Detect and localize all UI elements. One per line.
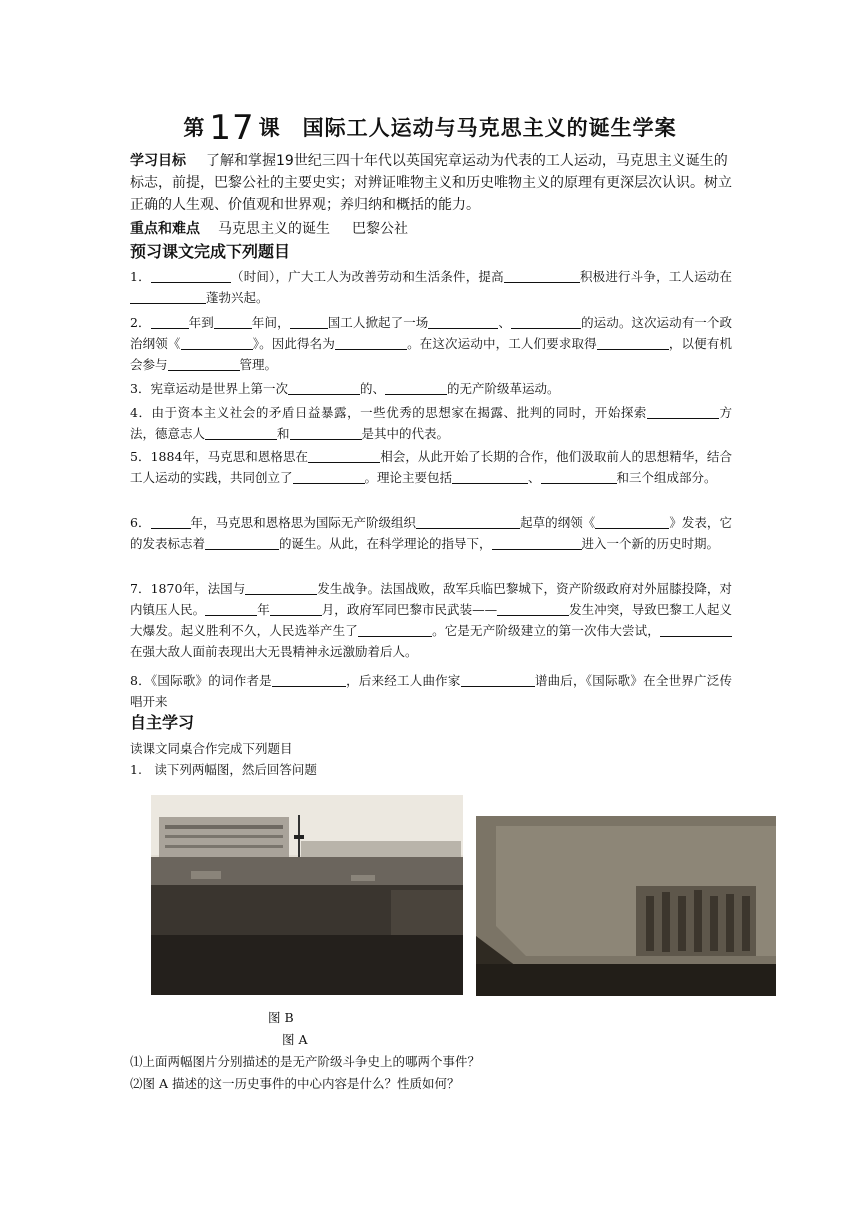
answer-blank[interactable] — [497, 601, 569, 616]
q4-text: 方法，德意志人 — [130, 405, 732, 441]
answer-blank[interactable] — [272, 672, 346, 687]
q3-text: 的、 — [359, 381, 385, 396]
answer-blank[interactable] — [511, 314, 581, 329]
answer-blank[interactable] — [293, 469, 365, 484]
q6-text: 年，马克思和恩格思为国际无产阶级组织 — [190, 515, 417, 530]
learning-goal-label: 学习目标 — [130, 153, 186, 169]
answer-blank[interactable] — [288, 380, 360, 395]
answer-blank[interactable] — [245, 580, 317, 595]
self-study-question-1: 1. 读下列两幅图，然后回答问题 — [130, 762, 317, 777]
answer-blank[interactable] — [597, 335, 669, 350]
question-7 — [130, 578, 732, 662]
answer-blank[interactable] — [168, 356, 240, 371]
answer-blank[interactable] — [492, 535, 582, 550]
q4-text: 和 — [277, 426, 290, 441]
q5-text: 和三个组成部分。 — [616, 470, 717, 485]
question-6 — [130, 512, 732, 554]
q1-text: 积极进行斗争，工人运动在 — [579, 269, 732, 284]
q5-text: 相会，从此开始了长期的合作，他们汲取前人的思想精华，结合工人运动的实践，共同创立了 — [130, 449, 732, 485]
answer-blank[interactable] — [151, 268, 231, 283]
title-prefix: 第 — [183, 116, 206, 140]
q5-text: 5．1884年，马克思和恩格思在 — [130, 449, 309, 464]
wall-photo — [476, 816, 776, 996]
q4-text: 4．由于资本主义社会的矛盾日益暴露，一些优秀的思想家在揭露、批判的同时，开始探索 — [130, 405, 647, 420]
preview-heading: 预习课文完成下列题目 — [130, 242, 291, 261]
sub-question-1: ⑴上面两幅图片分别描述的是无产阶级斗争史上的哪两个事件？ — [130, 1054, 481, 1069]
q6-text: 的诞生。从此，在科学理论的指导下， — [279, 536, 492, 551]
question-2 — [130, 312, 732, 375]
lesson-number: 17 — [209, 108, 255, 148]
q6-text: 6． — [130, 515, 151, 530]
q7-text: 年 — [257, 602, 270, 617]
q7-text: 7．1870年，法国与 — [130, 581, 246, 596]
answer-blank[interactable] — [461, 672, 535, 687]
q6-text: 进入一个新的历史时期。 — [581, 536, 720, 551]
answer-blank[interactable] — [541, 469, 617, 484]
sub-question-2: ⑵图 A 描述的这一历史事件的中心内容是什么？性质如何？ — [130, 1076, 460, 1091]
answer-blank[interactable] — [205, 535, 279, 550]
answer-blank[interactable] — [270, 601, 322, 616]
question-4 — [130, 402, 732, 444]
key-points — [130, 218, 732, 240]
answer-blank[interactable] — [335, 335, 407, 350]
q6-text: 起草的纲领《 — [520, 515, 596, 530]
key-point-1: 马克思主义的诞生 — [218, 221, 330, 237]
q2-text: 》。因此得名为 — [252, 336, 335, 351]
q2-text: 年间， — [251, 315, 290, 330]
q2-text: 年到 — [188, 315, 214, 330]
answer-blank[interactable] — [428, 314, 498, 329]
answer-blank[interactable] — [214, 314, 252, 329]
q8-text: 8．《国际歌》的词作者是 — [130, 673, 272, 688]
answer-blank[interactable] — [290, 425, 362, 440]
q2-text: ，以便有机会参与 — [130, 336, 732, 372]
answer-blank[interactable] — [151, 514, 191, 529]
answer-blank[interactable] — [660, 622, 732, 637]
q7-text: 在强大敌人面前表现出大无畏精神永远激励着后人。 — [130, 644, 418, 659]
answer-blank[interactable] — [130, 289, 206, 304]
q4-text: 是其中的代表。 — [361, 426, 450, 441]
crowd-photo — [151, 795, 463, 995]
title-suffix: 课 国际工人运动与马克思主义的诞生学案 — [258, 116, 677, 140]
q2-text: 国工人掀起了一场 — [327, 315, 429, 330]
page-title — [0, 108, 860, 148]
question-8 — [130, 670, 732, 712]
q8-text: 谱曲后，《国际歌》在全世界广泛传唱开来 — [130, 673, 732, 709]
q2-text: 的运动。这次运动有一个政治纲领《 — [130, 315, 732, 351]
q2-text: 2． — [130, 315, 151, 330]
q3-text: 的无产阶级革运动。 — [446, 381, 560, 396]
caption-b: 图 B — [268, 1010, 294, 1025]
self-study-heading: 自主学习 — [130, 713, 195, 732]
caption-a: 图 A — [282, 1032, 308, 1047]
answer-blank[interactable] — [416, 514, 520, 529]
question-5 — [130, 446, 732, 488]
answer-blank[interactable] — [452, 469, 528, 484]
self-study-intro: 读课文同桌合作完成下列题目 — [130, 741, 293, 756]
question-1 — [130, 266, 732, 308]
answer-blank[interactable] — [308, 448, 380, 463]
answer-blank[interactable] — [181, 335, 253, 350]
q6-text: 》发表，它的发表标志着 — [130, 515, 732, 551]
q5-text: 。理论主要包括 — [364, 470, 453, 485]
q3-text: 3．宪章运动是世界上第一次 — [130, 381, 288, 396]
q1-text: 1． — [130, 269, 151, 284]
q8-text: ，后来经工人曲作家 — [345, 673, 461, 688]
answer-blank[interactable] — [647, 404, 719, 419]
answer-blank[interactable] — [205, 601, 257, 616]
answer-blank[interactable] — [290, 314, 328, 329]
learning-goal — [130, 150, 732, 216]
q7-text: 。它是无产阶级建立的第一次伟大尝试， — [431, 623, 660, 638]
q7-text: 月，政府军同巴黎市民武装—— — [321, 602, 498, 617]
q2-text: 管理。 — [239, 357, 278, 372]
q5-text: 、 — [528, 470, 541, 485]
q2-text: 、 — [498, 315, 512, 330]
key-point-2: 巴黎公社 — [352, 221, 408, 237]
answer-blank[interactable] — [385, 380, 447, 395]
answer-blank[interactable] — [595, 514, 669, 529]
answer-blank[interactable] — [205, 425, 277, 440]
q7-text: 发生战争。法国战败，敌军兵临巴黎城下，资产阶级政府对外屈膝投降，对内镇压人民。 — [130, 581, 732, 617]
key-points-label: 重点和难点 — [130, 221, 200, 237]
q1-text: （时间），广大工人为改善劳动和生活条件，提高 — [230, 269, 504, 284]
answer-blank[interactable] — [151, 314, 189, 329]
answer-blank[interactable] — [358, 622, 432, 637]
q7-text: 发生冲突，导致巴黎工人起义大爆发。起义胜利不久，人民选举产生了 — [130, 602, 732, 638]
learning-goal-text: 了解和掌握19世纪三四十年代以英国宪章运动为代表的工人运动，马克思主义诞生的标志，前提，巴黎公社的主要史实；对辨证唯物主义和历史唯物主义的原理有更深层次认识。树立正确的人生观、价值观和世界观；养归纳和概括的能力。 — [130, 153, 732, 213]
q2-text: 。在这次运动中，工人们要求取得 — [406, 336, 597, 351]
question-3 — [130, 378, 732, 399]
q1-text: 蓬勃兴起。 — [206, 290, 269, 305]
answer-blank[interactable] — [504, 268, 580, 283]
